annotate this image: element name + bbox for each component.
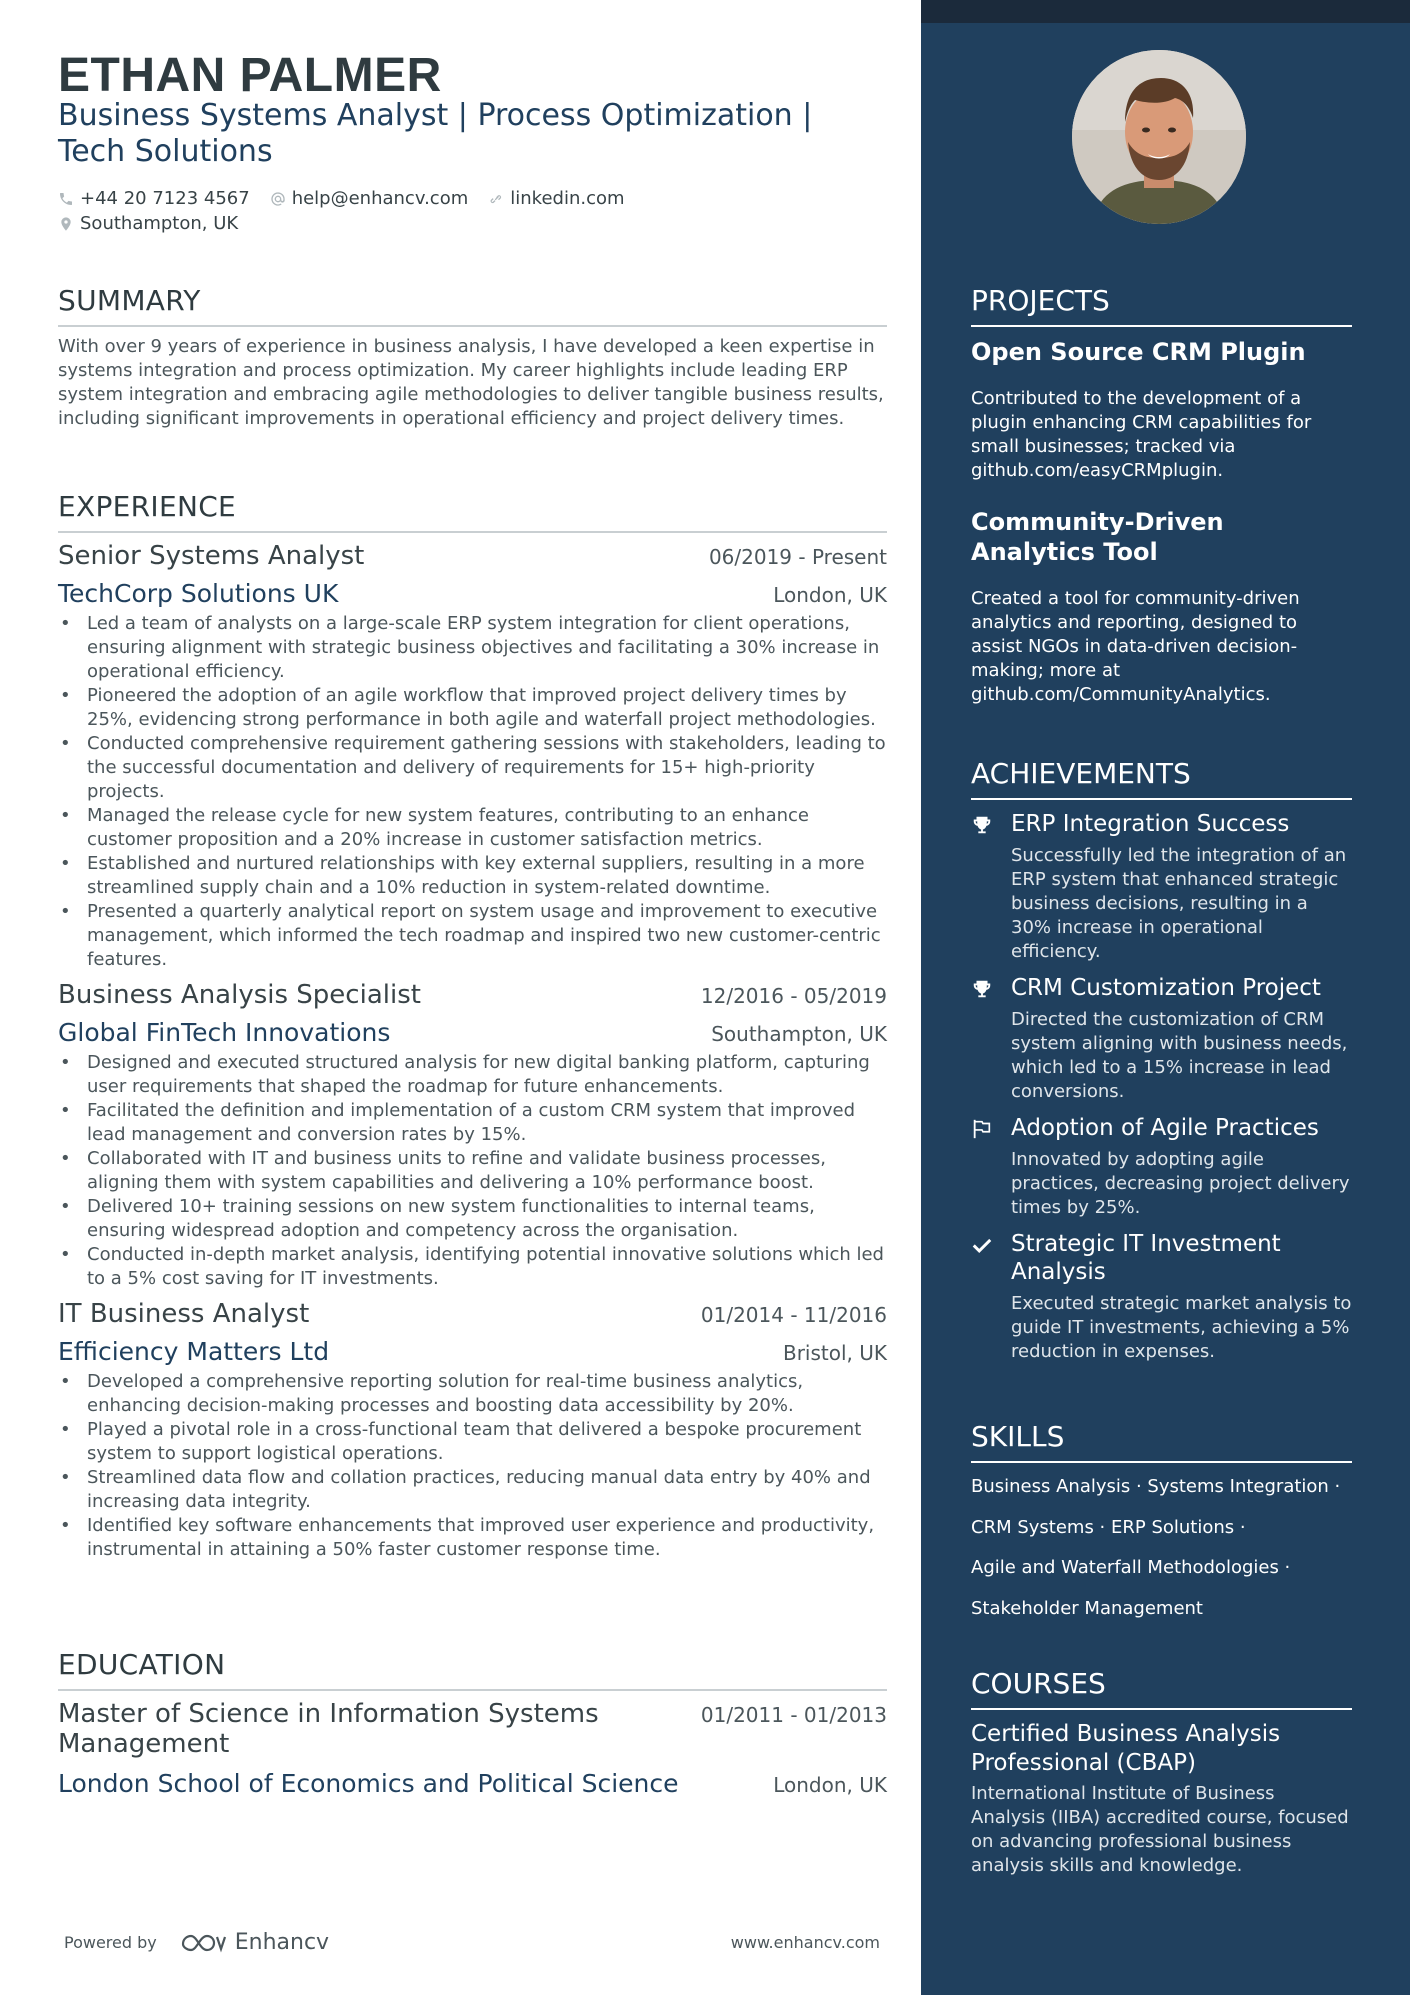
education-dates: 01/2011 - 01/2013	[700, 1703, 887, 1727]
profile-photo-illustration	[1072, 50, 1246, 224]
profile-photo	[1072, 50, 1246, 224]
job-entry	[58, 541, 887, 972]
phone-contact[interactable]	[58, 188, 250, 209]
achievement-title: ERP Integration Success	[1011, 811, 1290, 837]
brand-logo[interactable]	[181, 1930, 329, 1955]
achievement-item	[971, 1114, 1352, 1220]
school-name: London School of Economics and Political Science	[58, 1769, 679, 1798]
link-icon	[488, 191, 504, 207]
location-pin-icon	[58, 216, 74, 232]
phone-text: +44 20 7123 4567	[80, 188, 250, 209]
job-bullets	[58, 1370, 887, 1562]
job-dates: 12/2016 - 05/2019	[700, 984, 887, 1008]
email-text: help@enhancv.com	[291, 188, 469, 209]
achievement-description: Directed the customization of CRM system aligning with business needs, which led to a 15% increase in lead conversions.	[1011, 1009, 1348, 1102]
achievement-description: Successfully led the integration of an ERP system that enhanced strategic business decisions, resulting in a 30% increase in operational efficiency.	[1011, 845, 1347, 962]
bullet-item: • Developed a comprehensive reporting solution for real-time business analytics, enhancing decision-making processes and boosting data accessibility by 20%.	[58, 1370, 887, 1418]
bullet-item: • Designed and executed structured analysis for new digital banking platform, capturing user requirements that shaped the roadmap for future enhancements.	[58, 1051, 887, 1099]
course-title: Certified Business Analysis Professional (CBAP)	[971, 1721, 1281, 1776]
powered-by	[64, 1930, 329, 1955]
job-location: London, UK	[773, 583, 887, 607]
bullet-item: • Conducted comprehensive requirement gathering sessions with stakeholders, leading to the successful documentation and delivery of requirements for 15+ high-priority projects.	[58, 732, 887, 804]
trophy-icon	[971, 978, 993, 1000]
company-name: Global FinTech Innovations	[58, 1018, 391, 1047]
job-title: IT Business Analyst	[58, 1299, 310, 1329]
skill-line: CRM Systems · ERP Solutions ·	[971, 1516, 1246, 1538]
trophy-icon	[971, 814, 993, 836]
achievement-title: CRM Customization Project	[1011, 975, 1321, 1001]
sidebar	[921, 0, 1410, 1995]
job-title: Business Analysis Specialist	[58, 980, 421, 1010]
sidebar-top-bar	[921, 0, 1410, 23]
job-location: Bristol, UK	[782, 1341, 887, 1365]
company-name: Efficiency Matters Ltd	[58, 1337, 330, 1366]
project-description: Contributed to the development of a plugin enhancing CRM capabilities for small businesses; tracked via github.com/easyCRMplugin.	[971, 388, 1312, 481]
education-title: EDUCATION	[58, 1648, 887, 1691]
projects-section	[971, 284, 1352, 707]
job-entry	[58, 1299, 887, 1562]
bullet-item: • Identified key software enhancements that improved user experience and productivity, instrumental in attaining a 50% faster customer response time.	[58, 1514, 887, 1562]
bullet-item: • Delivered 10+ training sessions on new system functionalities to internal teams, ensuring widespread adoption and competency across the organisation.	[58, 1195, 887, 1243]
job-dates: 06/2019 - Present	[708, 545, 887, 569]
courses-title: COURSES	[971, 1667, 1352, 1710]
location-text: Southampton, UK	[80, 213, 239, 234]
experience-section	[58, 490, 887, 1562]
job-bullets	[58, 1051, 887, 1291]
bullet-item: • Presented a quarterly analytical report on system usage and improvement to executive management, which informed the tech roadmap and inspired two new customer-centric features.	[58, 900, 887, 972]
check-icon	[971, 1234, 993, 1256]
course-description: International Institute of Business Analysis (IIBA) accredited course, focused on advancing professional business analysis skills and knowledge.	[971, 1783, 1349, 1876]
skills-list	[971, 1467, 1352, 1629]
bullet-item: • Facilitated the definition and implementation of a custom CRM system that improved lead management and conversion rates by 15%.	[58, 1099, 887, 1147]
powered-by-label: Powered by	[64, 1933, 157, 1952]
bullet-item: • Led a team of analysts on a large-scale ERP system integration for client operations, ensuring alignment with strategic business objectives and facilitating a 30% increase in operational efficiency.	[58, 612, 887, 684]
at-icon	[270, 191, 286, 207]
courses-section	[971, 1667, 1352, 1878]
skills-section	[971, 1420, 1352, 1629]
footer	[64, 1930, 880, 1955]
job-dates: 01/2014 - 11/2016	[700, 1303, 887, 1327]
achievement-item	[971, 974, 1352, 1104]
skill-line: Agile and Waterfall Methodologies ·	[971, 1557, 1291, 1579]
summary-section	[58, 284, 887, 431]
skill-line: Stakeholder Management	[971, 1597, 1203, 1619]
bullet-item: • Managed the release cycle for new system features, contributing to an enhance customer proposition and a 20% increase in customer satisfaction metrics.	[58, 804, 887, 852]
skill-line: Business Analysis · Systems Integration ·	[971, 1476, 1341, 1498]
company-name: TechCorp Solutions UK	[58, 579, 339, 608]
phone-icon	[58, 191, 74, 207]
achievement-description: Executed strategic market analysis to guide IT investments, achieving a 5% reduction in expenses.	[1011, 1293, 1352, 1362]
job-title: Senior Systems Analyst	[58, 541, 365, 571]
projects-title: PROJECTS	[971, 284, 1352, 327]
footer-website-link[interactable]: www.enhancv.com	[730, 1933, 880, 1952]
bullet-item: • Streamlined data flow and collation practices, reducing manual data entry by 40% and increasing data integrity.	[58, 1466, 887, 1514]
experience-title: EXPERIENCE	[58, 490, 887, 533]
enhancv-logo-icon	[181, 1932, 227, 1954]
flag-icon	[971, 1118, 993, 1140]
candidate-name: ETHAN PALMER	[58, 49, 442, 102]
bullet-item: • Pioneered the adoption of an agile workflow that improved project delivery times by 25%, evidencing strong performance in both agile and waterfall project methodologies.	[58, 684, 887, 732]
linkedin-contact[interactable]	[488, 188, 624, 209]
bullet-item: • Collaborated with IT and business units to refine and validate business processes, aligning them with system capabilities and delivering a 10% performance boost.	[58, 1147, 887, 1195]
project-title: Community-Driven Analytics Tool	[971, 508, 1224, 566]
summary-text: With over 9 years of experience in business analysis, I have developed a keen expertise in systems integration and process optimization. My career highlights include leading ERP system integration and embracing agile methodologies to deliver tangible business results, including significant improvements in operational efficiency and project delivery times.	[58, 336, 884, 429]
job-bullets	[58, 612, 887, 972]
achievement-item	[971, 1230, 1352, 1364]
project-title: Open Source CRM Plugin	[971, 338, 1306, 366]
school-location: London, UK	[773, 1773, 887, 1797]
brand-name: Enhancv	[234, 1930, 330, 1955]
candidate-headline: Business Systems Analyst | Process Optimization | Tech Solutions	[58, 98, 813, 169]
education-section	[58, 1648, 887, 1798]
linkedin-text: linkedin.com	[510, 188, 625, 209]
achievement-title: Strategic IT Investment Analysis	[1011, 1231, 1281, 1285]
location-contact	[58, 213, 238, 234]
skills-title: SKILLS	[971, 1420, 1352, 1463]
contact-info	[58, 186, 878, 236]
summary-title: SUMMARY	[58, 284, 887, 327]
job-location: Southampton, UK	[711, 1022, 887, 1046]
degree-name: Master of Science in Information Systems Management	[58, 1699, 599, 1759]
achievements-title: ACHIEVEMENTS	[971, 757, 1352, 800]
email-contact[interactable]	[270, 188, 469, 209]
bullet-item: • Conducted in-depth market analysis, identifying potential innovative solutions which led to a 5% cost saving for IT investments.	[58, 1243, 887, 1291]
job-entry	[58, 980, 887, 1291]
achievements-section	[971, 757, 1352, 1364]
achievement-title: Adoption of Agile Practices	[1011, 1115, 1319, 1141]
achievement-item	[971, 810, 1352, 964]
bullet-item: • Established and nurtured relationships with key external suppliers, resulting in a more streamlined supply chain and a 10% reduction in system-related downtime.	[58, 852, 887, 900]
project-description: Created a tool for community-driven analytics and reporting, designed to assist NGOs in data-driven decision-making; more at github.com/CommunityAnalytics.	[971, 588, 1300, 705]
bullet-item: • Played a pivotal role in a cross-functional team that delivered a bespoke procurement system to support logistical operations.	[58, 1418, 887, 1466]
achievement-description: Innovated by adopting agile practices, decreasing project delivery times by 25%.	[1011, 1149, 1350, 1218]
